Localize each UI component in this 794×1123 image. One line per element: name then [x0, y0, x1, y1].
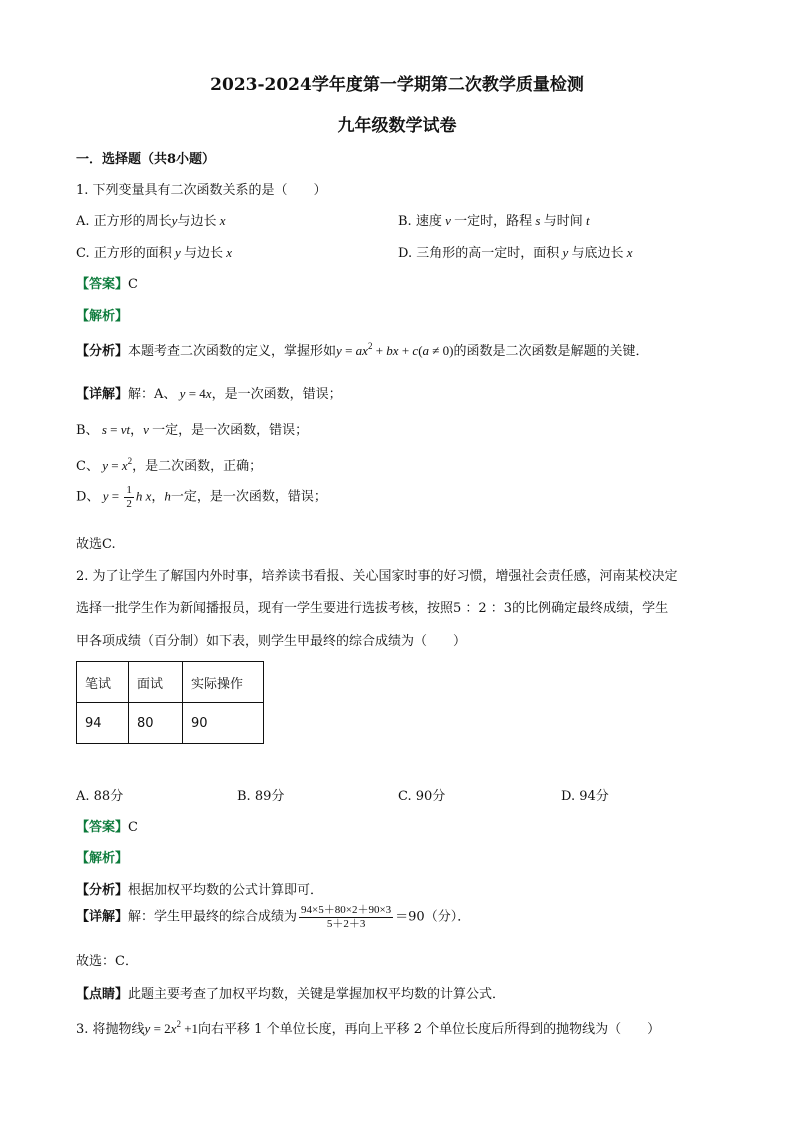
table-header-cell: 笔试 — [77, 662, 129, 703]
q1-detail-d: D、 y = $\frac{1}{2}$ h x，h一定，是一次函数，错误； — [76, 484, 327, 510]
q2-option-d: D. 94分 — [561, 789, 609, 804]
q3-stem: 3. 将抛物线$y = 2x^2 +1$向右平移 1 个单位长度，再向上平移 2 个单位长度后所得到的抛物线为（ ） — [76, 1019, 661, 1037]
q2-conclusion: 故选：C． — [76, 954, 138, 969]
q2-dianjing: 【点睛】此题主要考查了加权平均数，关键是掌握加权平均数的计算公式． — [76, 987, 506, 1002]
q1-option-d: D. 三角形的高一定时，面积 y 与底边长 x — [398, 245, 633, 261]
q2-stem-line1: 2. 为了让学生了解国内外时事，培养读书看报、关心国家时事的好习惯，增强社会责任感，河南某校决定 — [76, 569, 678, 584]
q2-stem-line2: 选择一批学生作为新闻播报员，现有一学生要进行选拔考核，按照5 ：2 ：3的比例确定最终成绩，学生 — [76, 601, 669, 616]
q1-answer: 【答案】C — [76, 277, 138, 292]
q2-stem-line3: 甲各项成绩（百分制）如下表，则学生甲最终的综合成绩为（ ） — [76, 634, 467, 649]
q1-option-c: C. 正方形的面积 y 与边长 x — [76, 245, 233, 261]
q1-stem: 1. 下列变量具有二次函数关系的是（ ） — [76, 183, 327, 198]
q1-analysis-label: 【解析】 — [76, 309, 129, 324]
q2-option-b: B. 89分 — [237, 789, 285, 804]
q2-analysis-label: 【解析】 — [76, 851, 129, 866]
table-header-cell: 面试 — [129, 662, 183, 703]
q1-option-a: A. 正方形的周长y与边长 x — [76, 213, 226, 229]
exam-subtitle: 九年级数学试卷 — [337, 116, 457, 136]
table-cell: 80 — [129, 703, 183, 744]
q1-detail-c: C、 $y = x^2$，是二次函数，正确； — [76, 456, 263, 474]
table-cell: 94 — [77, 703, 129, 744]
table-row — [77, 662, 264, 703]
q2-option-c: C. 90分 — [398, 789, 446, 804]
table-header-cell: 实际操作 — [183, 662, 264, 703]
q1-option-b: B. 速度 v 一定时，路程 s 与时间 t — [398, 213, 590, 229]
q1-fenxi: 【分析】本题考查二次函数的定义，掌握形如$y = ax^2$ + bx + c(a ≠ 0)的函数是二次函数是解题的关键． — [76, 341, 649, 359]
q2-fenxi: 【分析】根据加权平均数的公式计算即可． — [76, 883, 324, 898]
q1-detail-b: B、 s = vt，v 一定，是一次函数，错误； — [76, 422, 309, 438]
exam-title: 2023-2024学年度第一学期第二次教学质量检测 — [210, 75, 584, 95]
table-row — [77, 703, 264, 744]
q2-option-a: A. 88分 — [76, 789, 124, 804]
q1-conclusion: 故选C. — [76, 537, 116, 552]
q2-answer: 【答案】C — [76, 820, 138, 835]
q1-detail-a: 【详解】解：A、 y = 4x，是一次函数，错误； — [76, 386, 342, 402]
q2-score-table — [76, 661, 264, 744]
section-heading: 一．选择题（共8小题） — [76, 152, 216, 167]
table-cell: 90 — [183, 703, 264, 744]
q2-detail: 【详解】解：学生甲最终的综合成绩为 $\frac{94\times 5+80\times 2+90\times 3}{5+2+3}$ ＝90（分）． — [76, 904, 471, 930]
